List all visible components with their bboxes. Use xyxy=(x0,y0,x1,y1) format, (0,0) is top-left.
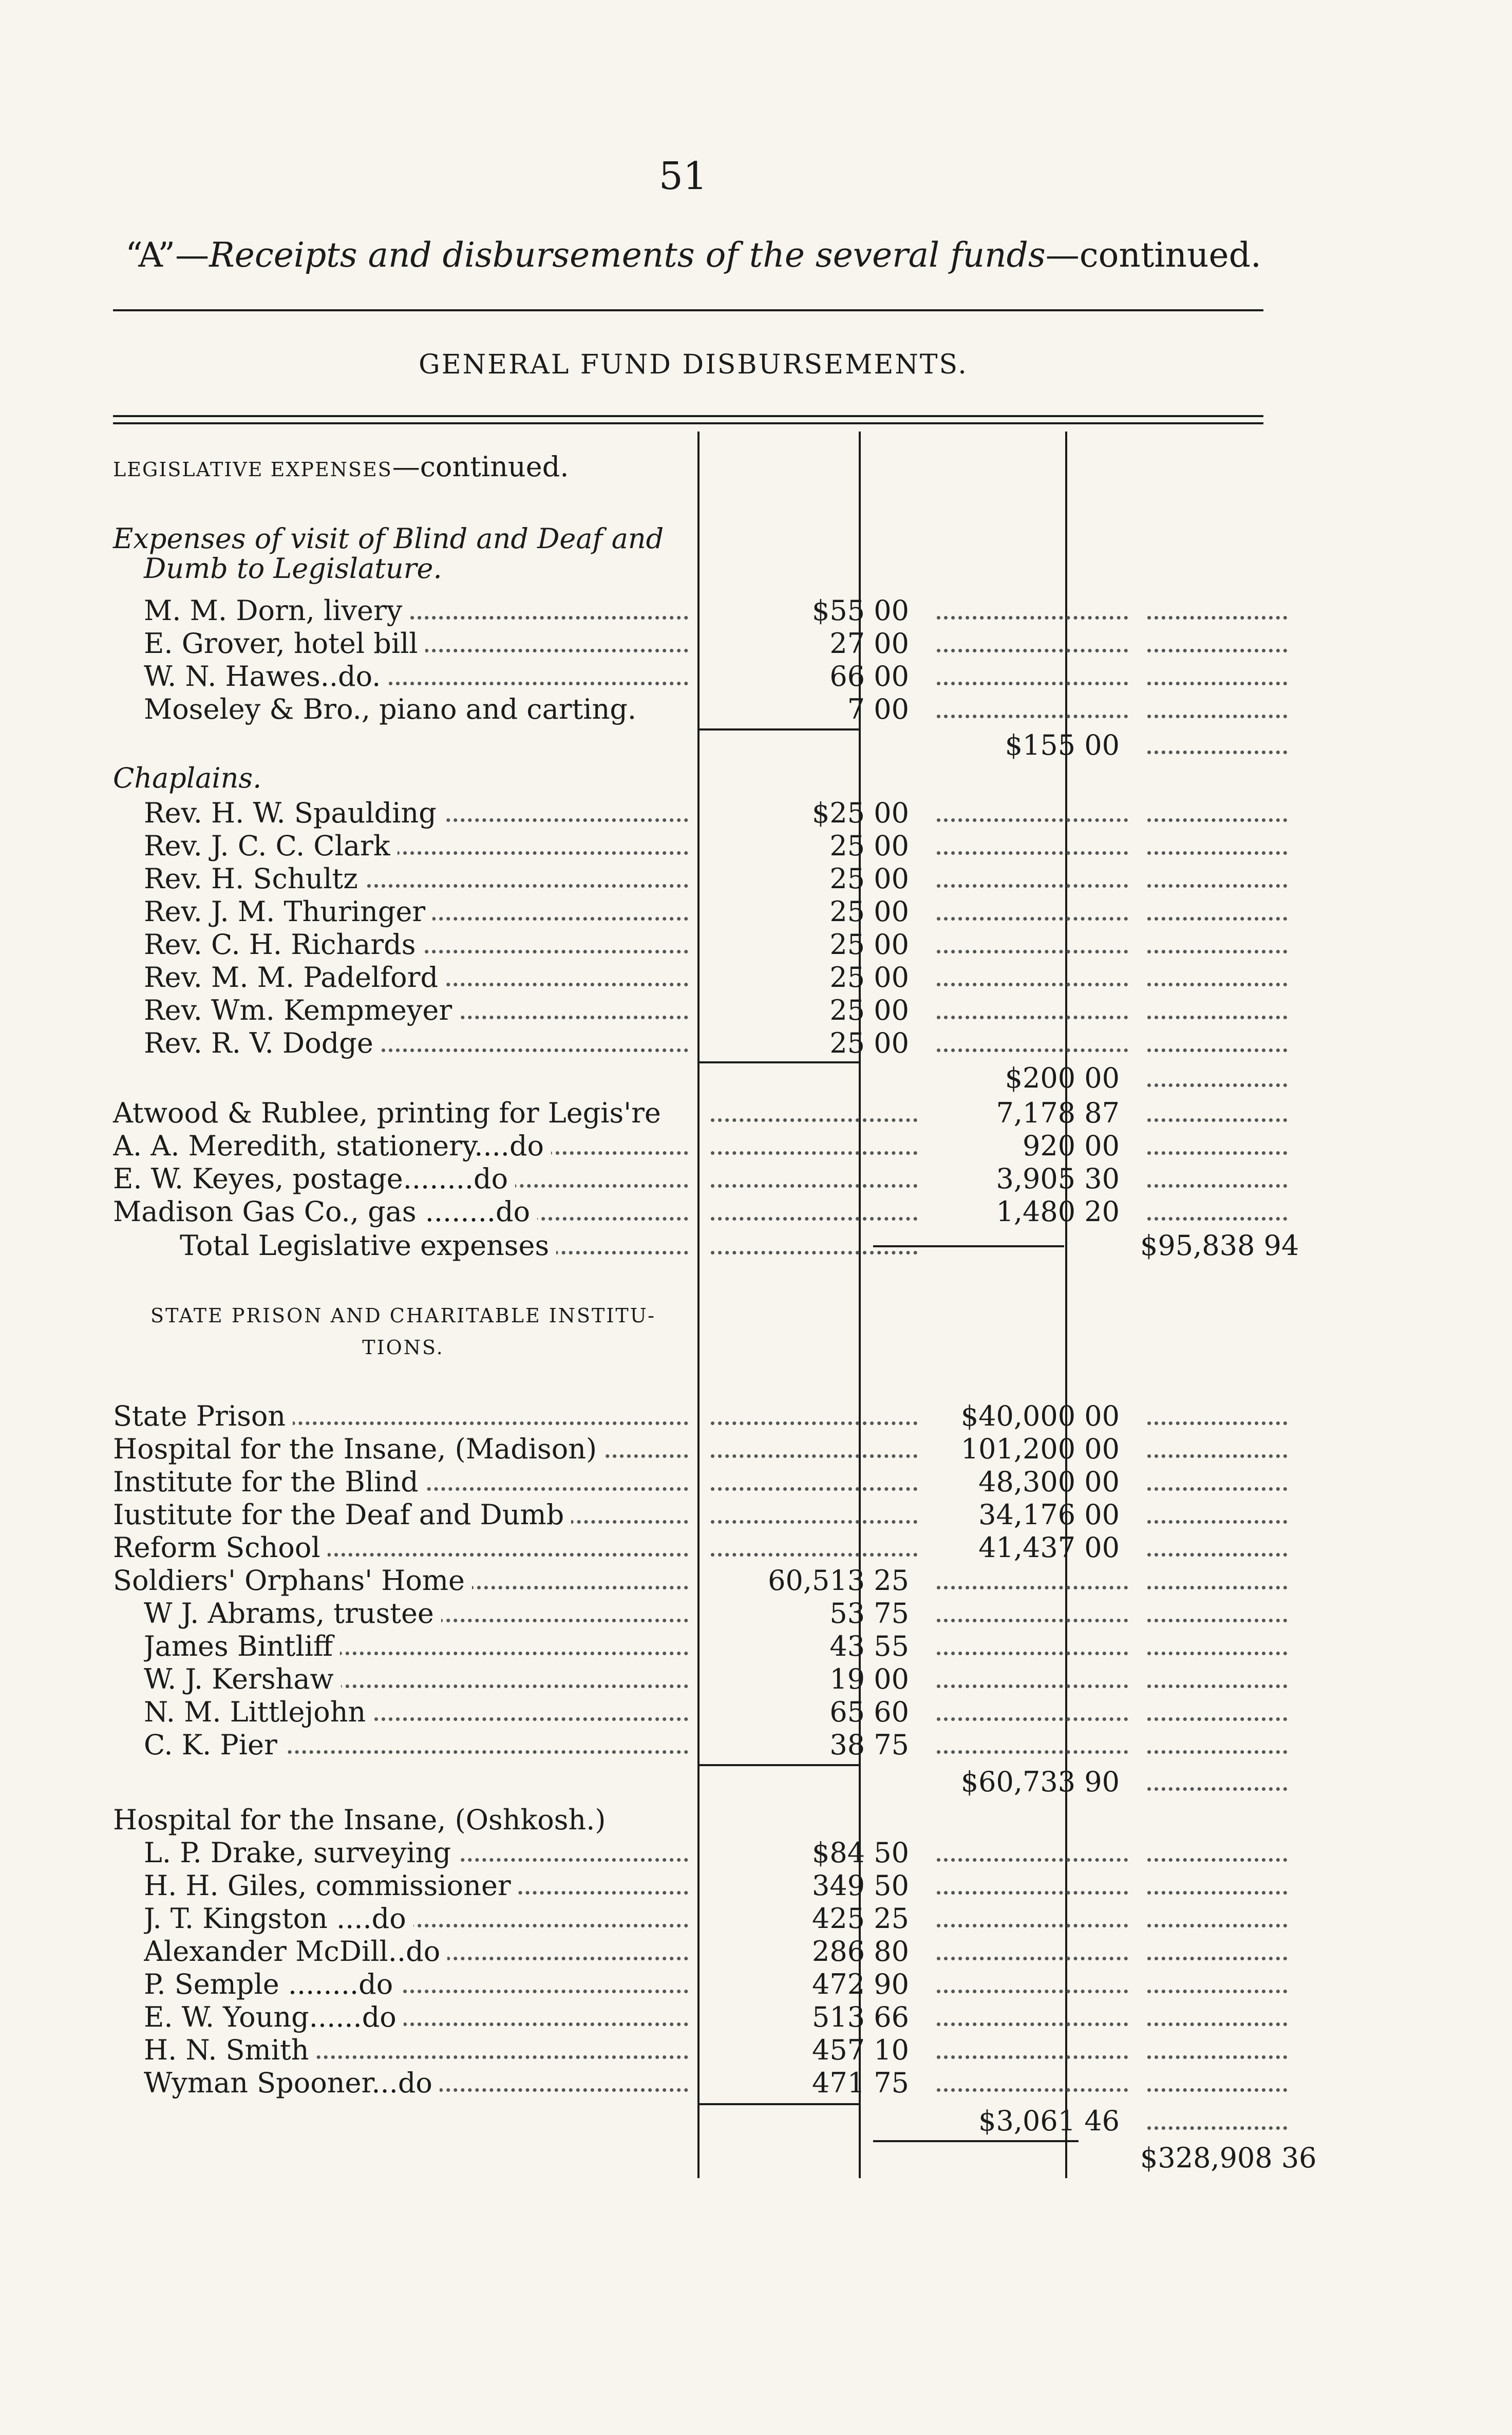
chaplains-total: $200 00 xyxy=(1005,1062,1120,1094)
chaplain-row: Rev. J. M. Thuringer 25 00 xyxy=(113,895,1284,929)
institutions-heading xyxy=(113,1300,693,1363)
oshkosh-row: H. H. Giles, commissioner 349 50 xyxy=(113,1869,1284,1903)
legislative-total-row xyxy=(113,1229,1299,1263)
chaplain-row: Rev. M. M. Padelford 25 00 xyxy=(113,961,1284,995)
visit-heading-line1: Expenses of visit of Blind and Deaf and xyxy=(113,522,664,555)
page-title xyxy=(113,235,1274,275)
institution-row: Hospital for the Insane, (Madison) 101,200 00 xyxy=(113,1432,1284,1466)
orphans-row: W J. Abrams, trustee 53 75 xyxy=(113,1597,1284,1631)
oshkosh-row: H. N. Smith 457 10 xyxy=(113,2033,1284,2067)
title-suffix: —continued. xyxy=(1045,235,1261,275)
orphans-row: W. J. Kershaw 19 00 xyxy=(113,1662,1284,1696)
chaplain-row: Rev. C. H. Richards 25 00 xyxy=(113,928,1284,962)
legislative-total-label: Total Legislative expenses xyxy=(180,1229,556,1262)
page-number: 51 xyxy=(658,154,708,198)
orphans-row: C. K. Pier 38 75 xyxy=(113,1728,1284,1762)
title-prefix: “A”— xyxy=(125,235,210,275)
visit-row: Moseley & Bro., piano and carting. 7 00 xyxy=(113,692,1284,726)
chaplain-row: Rev. J. C. C. Clark 25 00 xyxy=(113,829,1284,863)
legislative-heading xyxy=(113,452,693,484)
oshkosh-row: J. T. Kingston ....do 425 25 xyxy=(113,1902,1284,1936)
section-rule-bottom xyxy=(113,422,1263,424)
orphans-total: $60,733 90 xyxy=(960,1766,1120,1798)
legislative-heading-suffix: —continued. xyxy=(392,451,569,483)
visit-heading xyxy=(113,524,693,584)
legislative-total: $95,838 94 xyxy=(1140,1229,1299,1262)
institution-row: Reform School 41,437 00 xyxy=(113,1531,1284,1565)
visit-row: W. N. Hawes..do. 66 00 xyxy=(113,660,1284,694)
stationery-row: A. A. Meredith, stationery....do 920 00 xyxy=(113,1129,1284,1163)
institution-row: State Prison $40,000 00 xyxy=(113,1399,1284,1433)
section-rule-top xyxy=(113,415,1263,417)
printing-row: Atwood & Rublee, printing for Legis're 7,178 87 xyxy=(113,1096,1284,1130)
institutions-heading-line2: TIONS. xyxy=(362,1336,444,1359)
oshkosh-total: $3,061 46 xyxy=(978,2105,1120,2137)
chaplains-total-row xyxy=(113,1061,1284,1095)
orphans-total-row xyxy=(113,1765,1284,1799)
legislative-heading-caps: LEGISLATIVE EXPENSES xyxy=(113,458,392,481)
institution-row: Institute for the Blind 48,300 00 xyxy=(113,1465,1284,1499)
institutions-heading-line1: STATE PRISON AND CHARITABLE INSTITU- xyxy=(150,1304,656,1327)
chaplain-row: Rev. R. V. Dodge 25 00 xyxy=(113,1026,1284,1060)
visit-total-row xyxy=(113,728,1284,762)
oshkosh-row: L. P. Drake, surveying $84 50 xyxy=(113,1836,1284,1870)
oshkosh-row: P. Semple ........do 472 90 xyxy=(113,1968,1284,2001)
visit-heading-line2: Dumb to Legislature. xyxy=(144,552,442,585)
visit-total: $155 00 xyxy=(1005,729,1120,761)
title-rule xyxy=(113,309,1263,311)
orphans-row: N. M. Littlejohn 65 60 xyxy=(113,1695,1284,1729)
grand-total-row xyxy=(113,2141,1317,2175)
oshkosh-total-row xyxy=(113,2104,1284,2138)
visit-row: E. Grover, hotel bill 27 00 xyxy=(113,627,1284,661)
chaplains-heading: Chaplains. xyxy=(113,762,262,794)
visit-row: M. M. Dorn, livery $55 00 xyxy=(113,594,1284,628)
grand-total: $328,908 36 xyxy=(1140,2142,1317,2174)
chaplain-row: Rev. H. W. Spaulding $25 00 xyxy=(113,796,1284,830)
institution-row: Iustitute for the Deaf and Dumb 34,176 00 xyxy=(113,1498,1284,1532)
chaplain-row: Rev. Wm. Kempmeyer 25 00 xyxy=(113,994,1284,1027)
oshkosh-row: E. W. Young......do 513 66 xyxy=(113,2000,1284,2034)
oshkosh-heading: Hospital for the Insane, (Oshkosh.) xyxy=(113,1803,1284,1837)
oshkosh-row: Alexander McDill..do 286 80 xyxy=(113,1935,1284,1969)
postage-row: E. W. Keyes, postage........do 3,905 30 xyxy=(113,1162,1284,1196)
chaplain-row: Rev. H. Schultz 25 00 xyxy=(113,862,1284,896)
orphans-home-row: Soldiers' Orphans' Home 60,513 25 xyxy=(113,1564,1284,1598)
orphans-row: James Bintliff 43 55 xyxy=(113,1629,1284,1663)
oshkosh-row: Wyman Spooner...do 471 75 xyxy=(113,2066,1284,2100)
title-italic: Receipts and disbursements of the several funds xyxy=(209,235,1046,275)
section-title: GENERAL FUND DISBURSEMENTS. xyxy=(419,349,968,380)
gas-row: Madison Gas Co., gas ........do 1,480 20 xyxy=(113,1195,1284,1229)
